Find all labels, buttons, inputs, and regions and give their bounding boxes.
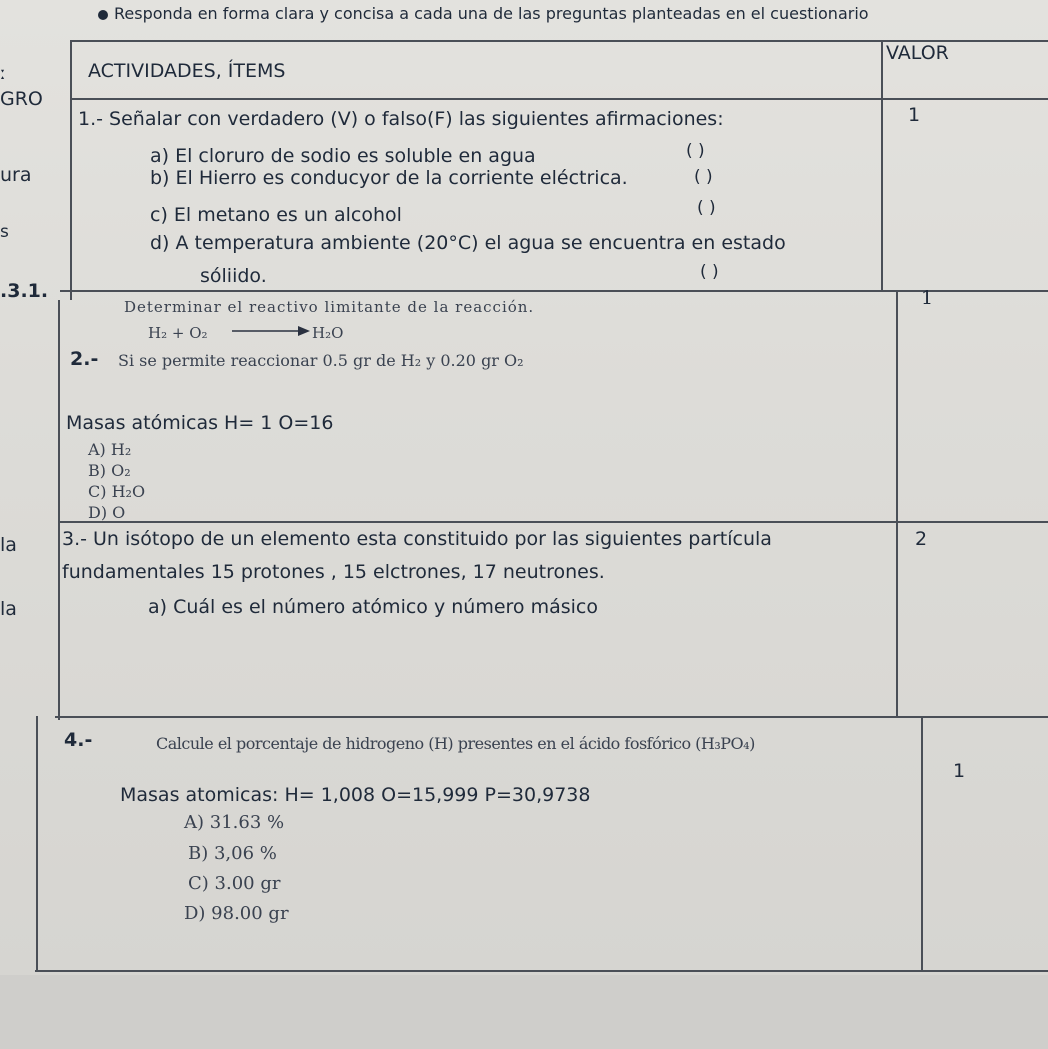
margin-fragment-la-2: la — [0, 598, 17, 620]
header-bottom-border — [70, 98, 1048, 100]
q2-reactants: H₂ + O₂ — [148, 324, 208, 342]
q1-answer-blank-b[interactable]: ( ) — [694, 167, 713, 187]
q2-value: 1 — [921, 287, 934, 309]
row1-bottom-border — [60, 290, 1048, 292]
reaction-arrow-icon — [232, 322, 312, 340]
value-column-border-3 — [921, 716, 923, 972]
q2-number: 2.- — [70, 348, 99, 370]
q4-atomic-masses: Masas atomicas: H= 1,008 O=15,999 P=30,9738 — [120, 784, 591, 806]
q4-option-c[interactable]: C) 3.00 gr — [188, 873, 281, 894]
instruction-line — [98, 4, 869, 23]
margin-fragment-s: s — [0, 222, 9, 242]
q3-value: 2 — [915, 528, 928, 550]
table-left-border-upper — [70, 40, 72, 300]
q4-number: 4.- — [64, 729, 93, 751]
q2-option-b[interactable]: B) O₂ — [88, 461, 131, 480]
q1-answer-blank-a[interactable]: ( ) — [686, 141, 705, 161]
bullet-icon — [98, 10, 108, 20]
q2-atomic-masses: Masas atómicas H= 1 O=16 — [66, 412, 334, 434]
instruction-text: Responda en forma clara y concisa a cada una de las preguntas planteadas en el cuestionario — [114, 4, 869, 23]
q2-statement: Si se permite reaccionar 0.5 gr de H₂ y 0.20 gr O₂ — [118, 351, 524, 370]
value-column-border-2 — [896, 290, 898, 716]
q1-item-d-line1: d) A temperatura ambiente (20°C) el agua se encuentra en estado — [150, 232, 786, 254]
table-left-border-middle — [58, 300, 60, 720]
q2-product: H₂O — [312, 324, 344, 342]
margin-fragment-la-1: la — [0, 534, 17, 556]
q4-statement: Calcule el porcentaje de hidrogeno (H) presentes en el ácido fosfórico (H₃PO₄) — [156, 734, 755, 753]
margin-fragment-gro: GRO — [0, 88, 43, 110]
header-activities: ACTIVIDADES, ÍTEMS — [88, 60, 286, 82]
q3-line1: 3.- Un isótopo de un elemento esta constituido por las siguientes partícula — [62, 528, 772, 550]
q1-value: 1 — [908, 104, 921, 126]
q1-title: 1.- Señalar con verdadero (V) o falso(F) las siguientes afirmaciones: — [78, 108, 724, 130]
margin-fragment-bar: ː — [0, 63, 7, 84]
q2-option-c[interactable]: C) H₂O — [88, 482, 146, 501]
q4-value: 1 — [953, 760, 966, 782]
row2-bottom-border — [60, 521, 1048, 523]
q1-item-a: a) El cloruro de sodio es soluble en agua — [150, 145, 536, 167]
table-bottom-border — [35, 970, 1048, 972]
q3-question-a: a) Cuál es el número atómico y número másico — [148, 596, 598, 618]
q1-item-b: b) El Hierro es conducyor de la corriente eléctrica. — [150, 167, 628, 189]
desk-surface — [0, 975, 1048, 1049]
margin-fragment-ura: ura — [0, 164, 32, 186]
margin-fragment-number: .3.1. — [0, 280, 49, 302]
table-left-border-lower — [36, 716, 38, 972]
row3-bottom-border — [55, 716, 1048, 718]
q2-instruction: Determinar el reactivo limitante de la reacción. — [124, 298, 535, 316]
q4-option-d[interactable]: D) 98.00 gr — [184, 903, 289, 924]
q1-item-d-line2: sóliido. — [200, 265, 267, 287]
q4-option-a[interactable]: A) 31.63 % — [184, 812, 285, 833]
header-value: VALOR — [886, 42, 949, 64]
q2-option-a[interactable]: A) H₂ — [88, 440, 132, 459]
q4-option-b[interactable]: B) 3,06 % — [188, 843, 277, 864]
q1-item-c: c) El metano es un alcohol — [150, 204, 402, 226]
q1-answer-blank-c[interactable]: ( ) — [697, 198, 716, 218]
q3-line2: fundamentales 15 protones , 15 elctrones, 17 neutrones. — [62, 561, 605, 583]
q1-answer-blank-d[interactable]: ( ) — [700, 262, 719, 282]
q2-option-d[interactable]: D) O — [88, 503, 126, 522]
value-column-border-1 — [881, 40, 883, 290]
